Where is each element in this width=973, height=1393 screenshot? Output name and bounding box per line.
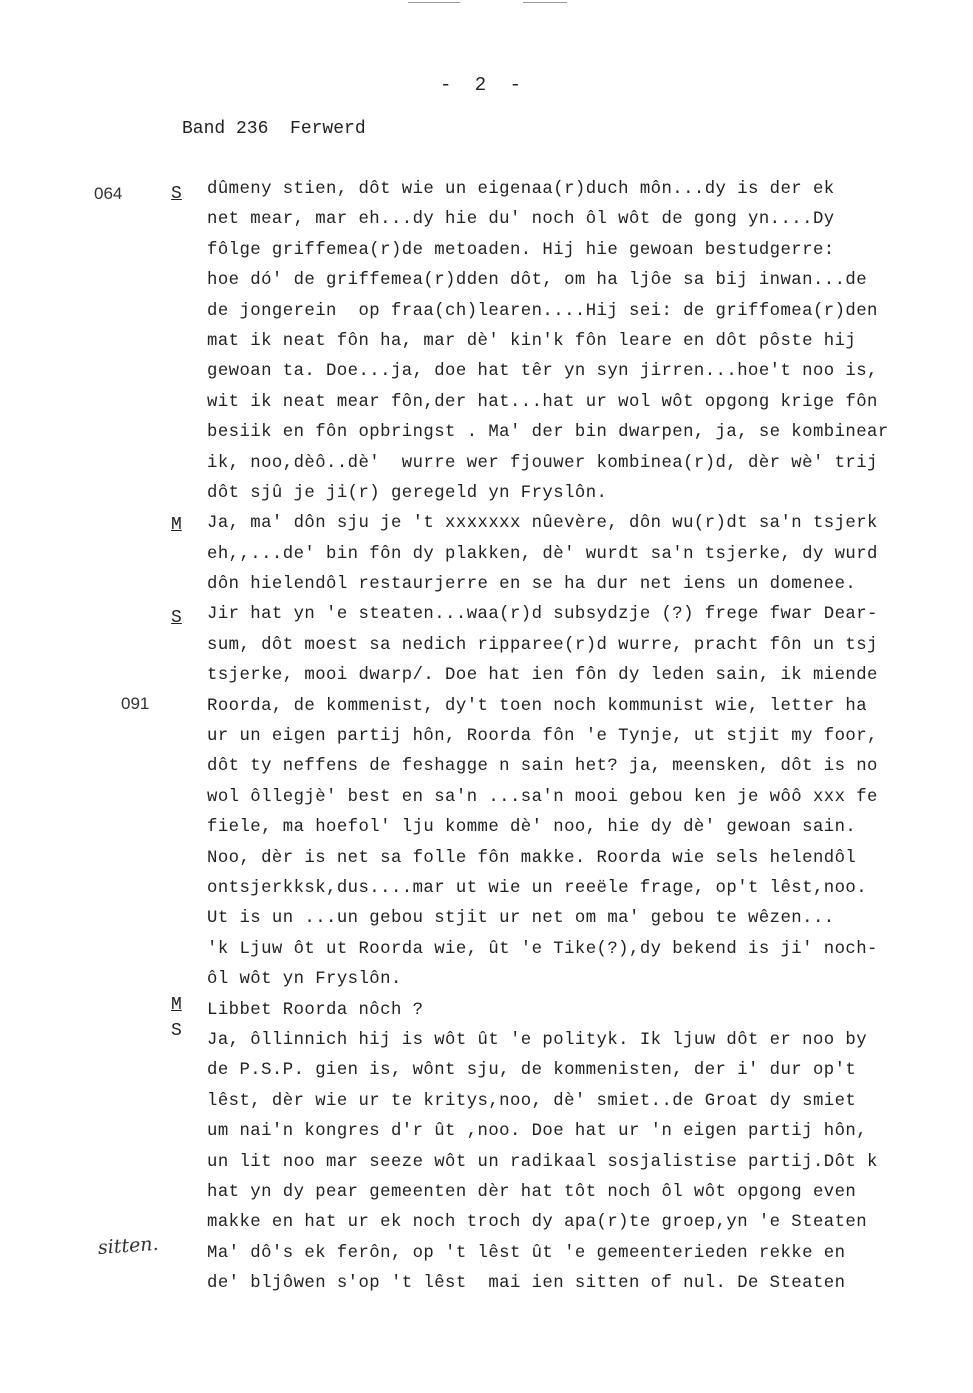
- text-line: tsjerke, mooi dwarp/. Doe hat ien fôn dy leden sain, ik miende: [207, 666, 878, 686]
- transcript-text: [207, 175, 973, 1299]
- text-line: wol ôllegjè' best en sa'n ...sa'n mooi gebou ken je wôô xxx fe: [207, 787, 878, 807]
- text-line: Ut is un ...un gebou stjit ur net om ma' gebou te wêzen...: [207, 909, 835, 929]
- text-line: 'k Ljuw ôt ut Roorda wie, ût 'e Tike(?),dy bekend is ji' noch-: [207, 939, 878, 959]
- text-line: fôlge griffemea(r)de metoaden. Hij hie gewoan bestudgerre:: [207, 240, 835, 260]
- text-line: Ja, ma' dôn sju je 't xxxxxxx nûevère, dôn wu(r)dt sa'n tsjerk: [207, 514, 878, 534]
- top-scan-mark: [523, 2, 567, 3]
- text-line: eh,,...de' bin fôn dy plakken, dè' wurdt sa'n tsjerke, dy wurd: [207, 544, 878, 564]
- text-line: un lit noo mar seeze wôt un radikaal sosjalistise partij.Dôt k: [207, 1152, 878, 1172]
- speaker-marker: [171, 609, 182, 627]
- document-heading: Band 236 Ferwerd: [182, 119, 366, 139]
- text-line: dûmeny stien, dôt wie un eigenaa(r)duch môn...dy is der ek: [207, 180, 835, 199]
- text-line: dôt ty neffens de feshagge n sain het? ja, meensken, dôt is no: [207, 757, 878, 777]
- text-line: mat ik neat fôn ha, mar dè' kin'k fôn leare en dôt pôste hij: [207, 331, 857, 351]
- tape-counter-091: 091: [121, 694, 150, 713]
- text-line: lêst, dèr wie ur te kritys,noo, dè' smiet..de Groat dy smiet: [207, 1091, 857, 1111]
- text-line: dôn hielendôl restaurjerre en se ha dur net iens un domenee.: [207, 575, 857, 595]
- speaker-marker: [171, 996, 182, 1040]
- text-line: Libbet Roorda nôch ?: [207, 1000, 424, 1020]
- speaker-letter: S: [171, 184, 182, 204]
- text-line: hoe dó' de griffemea(r)dden dôt, om ha ljôe sa bij inwan...de: [207, 271, 868, 291]
- tape-counter-064: 064: [94, 184, 123, 203]
- text-line: Roorda, de kommenist, dy't toen noch kommunist wie, letter ha: [207, 696, 868, 716]
- text-line: net mear, mar eh...dy hie du' noch ôl wôt de gong yn....Dy: [207, 210, 835, 230]
- text-line: makke en hat ur ek noch troch dy apa(r)te groep,yn 'e Steaten: [207, 1213, 868, 1233]
- text-line: dôt sjû je ji(r) geregeld yn Fryslôn.: [207, 483, 608, 503]
- text-line: de jongerein op fraa(ch)learen....Hij sei: de griffomea(r)den: [207, 301, 878, 321]
- text-line: fiele, ma hoefol' lju komme dè' noo, hie dy dè' gewoan sain.: [207, 818, 857, 838]
- text-line: sum, dôt moest sa nedich ripparee(r)d wurre, pracht fôn un tsj: [207, 635, 878, 655]
- text-line: besiik en fôn opbringst . Ma' der bin dwarpen, ja, se kombinear: [207, 423, 889, 443]
- text-line: gewoan ta. Doe...ja, doe hat têr yn syn jirren...hoe't noo is,: [207, 362, 878, 382]
- text-line: ôl wôt yn Fryslôn.: [207, 970, 402, 990]
- text-line: Ma' dô's ek ferôn, op 't lêst ût 'e gemeenterieden rekke en: [207, 1243, 846, 1263]
- speaker-marker: [171, 185, 182, 203]
- text-line: Ja, ôllinnich hij is wôt ût 'e polityk. Ik ljuw dôt er noo by: [207, 1030, 868, 1050]
- page-number: - 2 -: [440, 74, 528, 96]
- top-scan-mark: [408, 2, 460, 3]
- text-line: ontsjerkksk,dus....mar ut wie un reeële frage, op't lêst,noo.: [207, 878, 868, 898]
- text-line: de P.S.P. gien is, wônt sju, de kommenisten, der i' dur op't: [207, 1061, 857, 1081]
- text-line: hat yn dy pear gemeenten dèr hat tôt noch ôl wôt opgong even: [207, 1182, 857, 1202]
- speaker-letter: S: [171, 608, 182, 628]
- handwritten-margin-note: sitten.: [97, 1232, 160, 1259]
- text-line: Noo, dèr is net sa folle fôn makke. Roorda wie sels helendôl: [207, 848, 857, 868]
- text-line: de' bljôwen s'op 't lêst mai ien sitten of nul. De Steaten: [207, 1274, 846, 1294]
- text-line: Jir hat yn 'e steaten...waa(r)d subsydzje (?) frege fwar Dear-: [207, 605, 878, 625]
- speaker-letter: M: [171, 995, 182, 1015]
- text-line: ik, noo,dèô..dè' wurre wer fjouwer kombinea(r)d, dèr wè' trij: [207, 453, 878, 473]
- text-line: um nai'n kongres d'r ût ,noo. Doe hat ur 'n eigen partij hôn,: [207, 1122, 868, 1142]
- speaker-marker: [171, 516, 182, 534]
- text-line: wit ik neat mear fôn,der hat...hat ur wol wôt opgong krige fôn: [207, 392, 878, 412]
- speaker-letter: M: [171, 515, 182, 535]
- speaker-letter: S: [171, 1021, 182, 1041]
- text-line: ur un eigen partij hôn, Roorda fôn 'e Tynje, ut stjit my foor,: [207, 727, 878, 747]
